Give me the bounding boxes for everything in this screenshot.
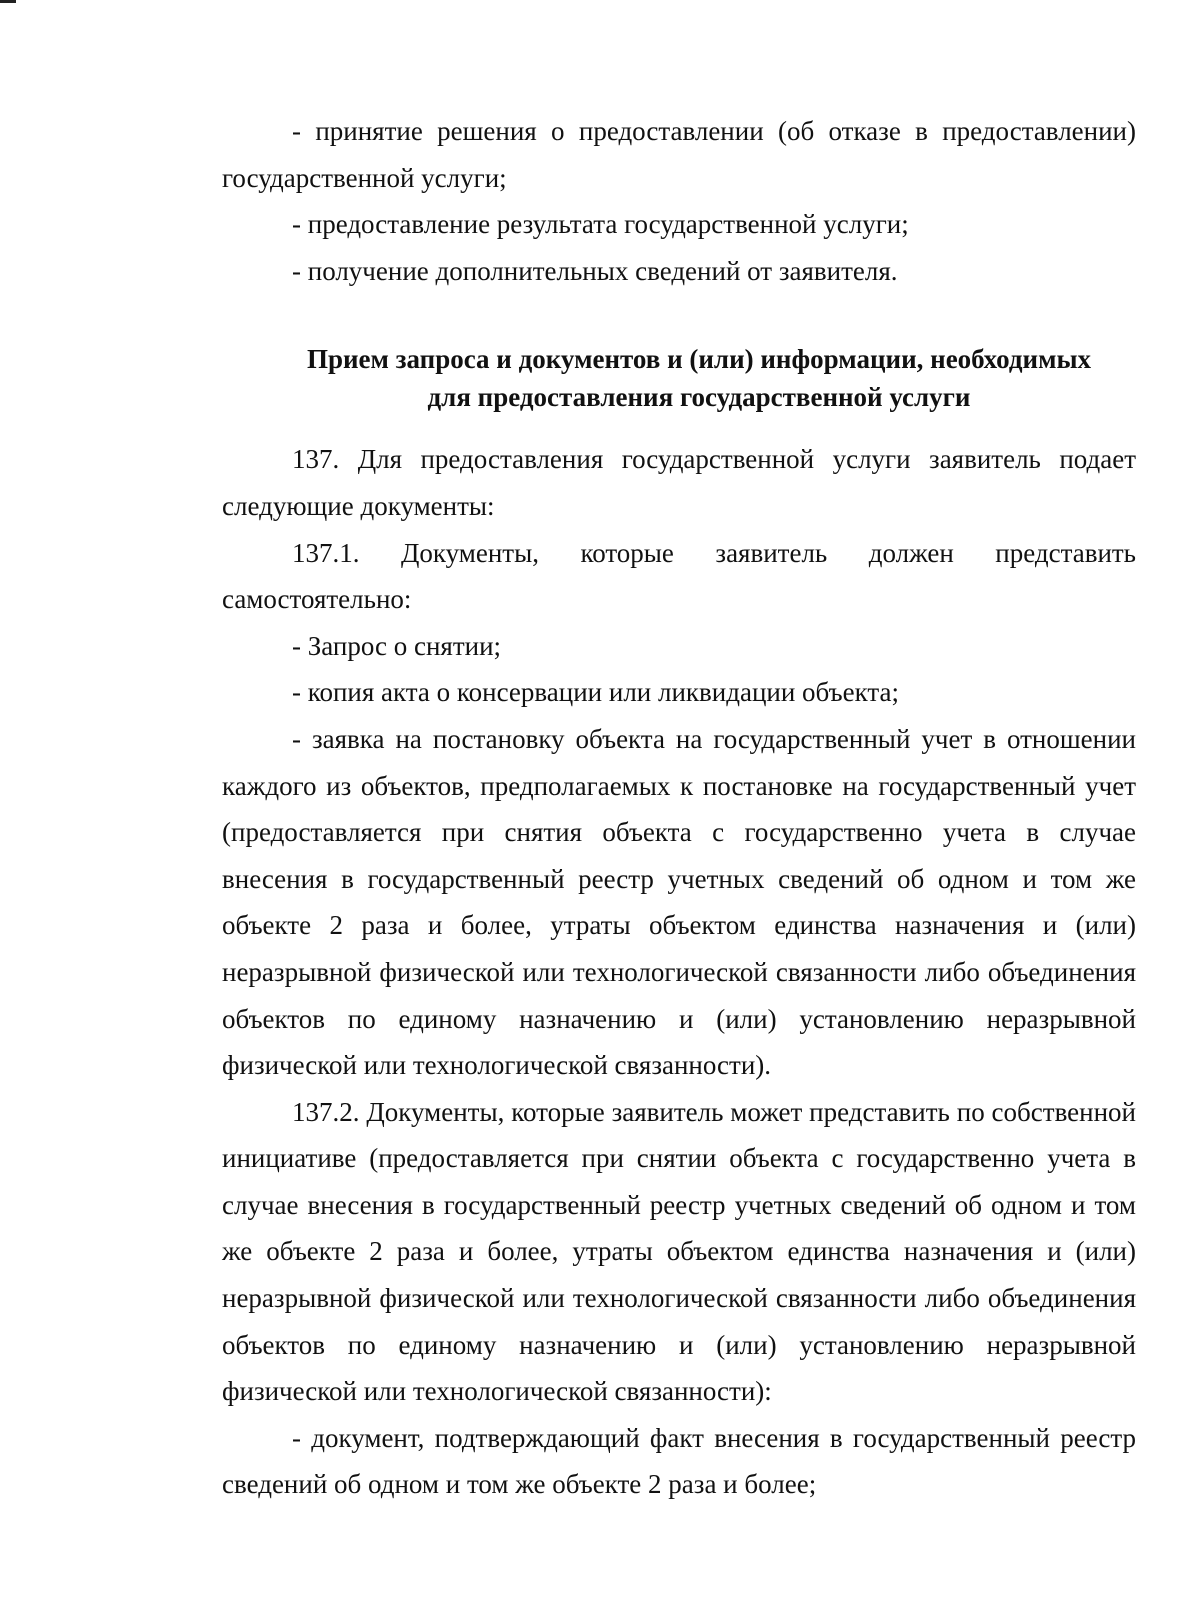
paragraph-137-1: 137.1. Документы, которые заявитель должен представить самостоятельно: xyxy=(222,537,1136,615)
paragraph-result: - предоставление результата государственной услуги; xyxy=(292,209,909,240)
section-heading-line-2: для предоставления государственной услуги xyxy=(427,382,971,413)
document-page xyxy=(222,108,1136,1508)
list-item-registration-application: - заявка на постановку объекта на государственный учет в отношении каждого из объектов, предполагаемых к постановке на государственный учет (предоставляется при снятия объекта с государственно учета в случае внесения в государственный реестр учетных сведений об одном и том же объекте 2 раза и более, утраты объектом единства назначения и (или) неразрывной физической или технологической связанности либо объединения объектов по единому назначению и (или) установлению неразрывной физической или технологической связанности). xyxy=(222,723,1136,1081)
scan-corner-mark xyxy=(0,0,16,3)
list-item-act-copy: - копия акта о консервации или ликвидации объекта; xyxy=(292,677,899,708)
paragraph-137-2: 137.2. Документы, которые заявитель может представить по собственной инициативе (предоставляется при снятии объекта с государственно учета в случае внесения в государственный реестр учетных сведений об одном и том же объекте 2 раза и более, утраты объектом единства назначения и (или) неразрывной физической или технологической связанности либо объединения объектов по единому назначению и (или) установлению неразрывной физической или технологической связанности): xyxy=(222,1096,1136,1407)
paragraph-additional-info: - получение дополнительных сведений от заявителя. xyxy=(292,255,898,286)
list-item-request: - Запрос о снятии; xyxy=(292,630,502,661)
list-item-confirming-document: - документ, подтверждающий факт внесения в государственный реестр сведений об одном и том же объекте 2 раза и более; xyxy=(222,1422,1136,1500)
paragraph-decision: - принятие решения о предоставлении (об отказе в предоставлении) государственной услуги; xyxy=(222,116,1136,193)
section-heading-line-1: Прием запроса и документов и (или) информации, необходимых xyxy=(306,344,1092,375)
paragraph-137: 137. Для предоставления государственной услуги заявитель подает следующие документы: xyxy=(222,444,1136,521)
section-heading xyxy=(222,340,1136,416)
